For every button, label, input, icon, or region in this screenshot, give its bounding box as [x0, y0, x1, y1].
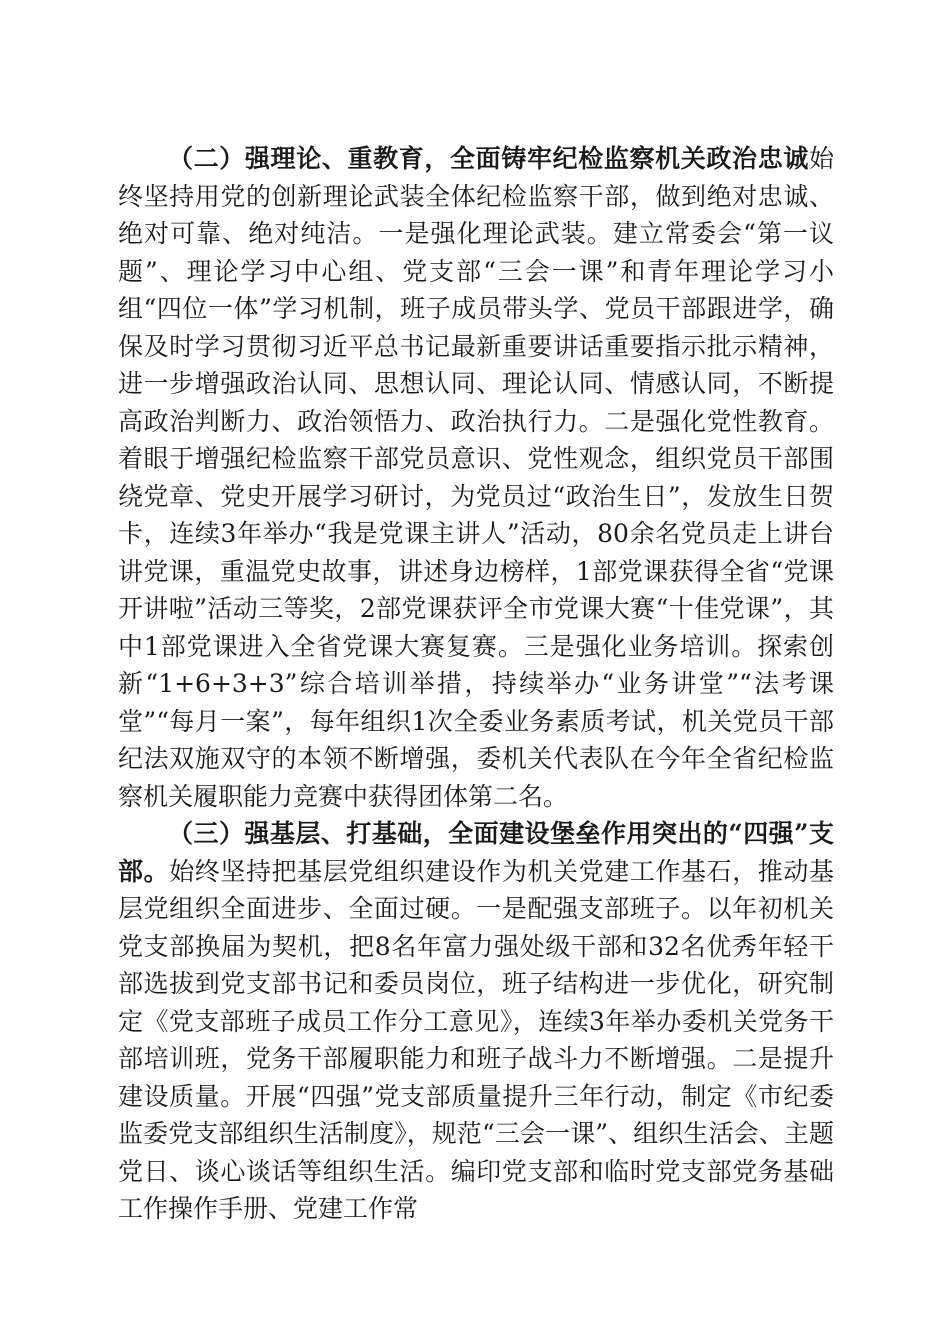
section-3-body: 始终坚持把基层党组织建设作为机关党建工作基石，推动基层党组织全面进步、全面过硬。一是配强支部班子。以年初机关党支部换届为契机，把8名年富力强处级干部和32名优秀年轻干部选拔到党支部书记和委员岗位，班子结构进一步优化，研究制定《党支部班子成员工作分工意见》，连续3年举办委机关党务干部培训班，党务干部履职能力和班子战斗力不断增强。二是提升建设质量。开展“四强”党支部质量提升三年行动，制定《市纪委监委党支部组织生活制度》，规范“三会一课”、组织生活会、主题党日、谈心谈话等组织生活。编印党支部和临时党支部党务基础工作操作手册、党建工作常 [118, 856, 834, 1223]
section-2-heading: （二）强理论、重教育，全面铸牢纪检监察机关政治忠诚 [168, 144, 809, 173]
section-3-heading: （三）强基层、打基础，全面建设堡垒作用突出的“四强”支部。 [118, 819, 834, 886]
paragraph-section-3 [118, 815, 834, 1228]
paragraph-section-2 [118, 140, 834, 815]
section-2-body: 始终坚持用党的创新理论武装全体纪检监察干部，做到绝对忠诚、绝对可靠、绝对纯洁。一是强化理论武装。建立常委会“第一议题”、理论学习中心组、党支部“三会一课”和青年理论学习小组“四位一体”学习机制，班子成员带头学、党员干部跟进学，确保及时学习贯彻习近平总书记最新重要讲话重要指示批示精神，进一步增强政治认同、思想认同、理论认同、情感认同，不断提高政治判断力、政治领悟力、政治执行力。二是强化党性教育。着眼于增强纪检监察干部党员意识、党性观念，组织党员干部围绕党章、党史开展学习研讨，为党员过“政治生日”，发放生日贺卡，连续3年举办“我是党课主讲人”活动，80余名党员走上讲台讲党课，重温党史故事，讲述身边榜样，1部党课获得全省“党课开讲啦”活动三等奖，2部党课获评全市党课大赛“十佳党课”，其中1部党课进入全省党课大赛复赛。三是强化业务培训。探索创新“1+6+3+3”综合培训举措，持续举办“业务讲堂”“法考课堂”“每月一案”，每年组织1次全委业务素质考试，机关党员干部纪法双施双守的本领不断增强，委机关代表队在今年全省纪检监察机关履职能力竞赛中获得团体第二名。 [118, 144, 834, 811]
document-body [118, 140, 834, 1228]
